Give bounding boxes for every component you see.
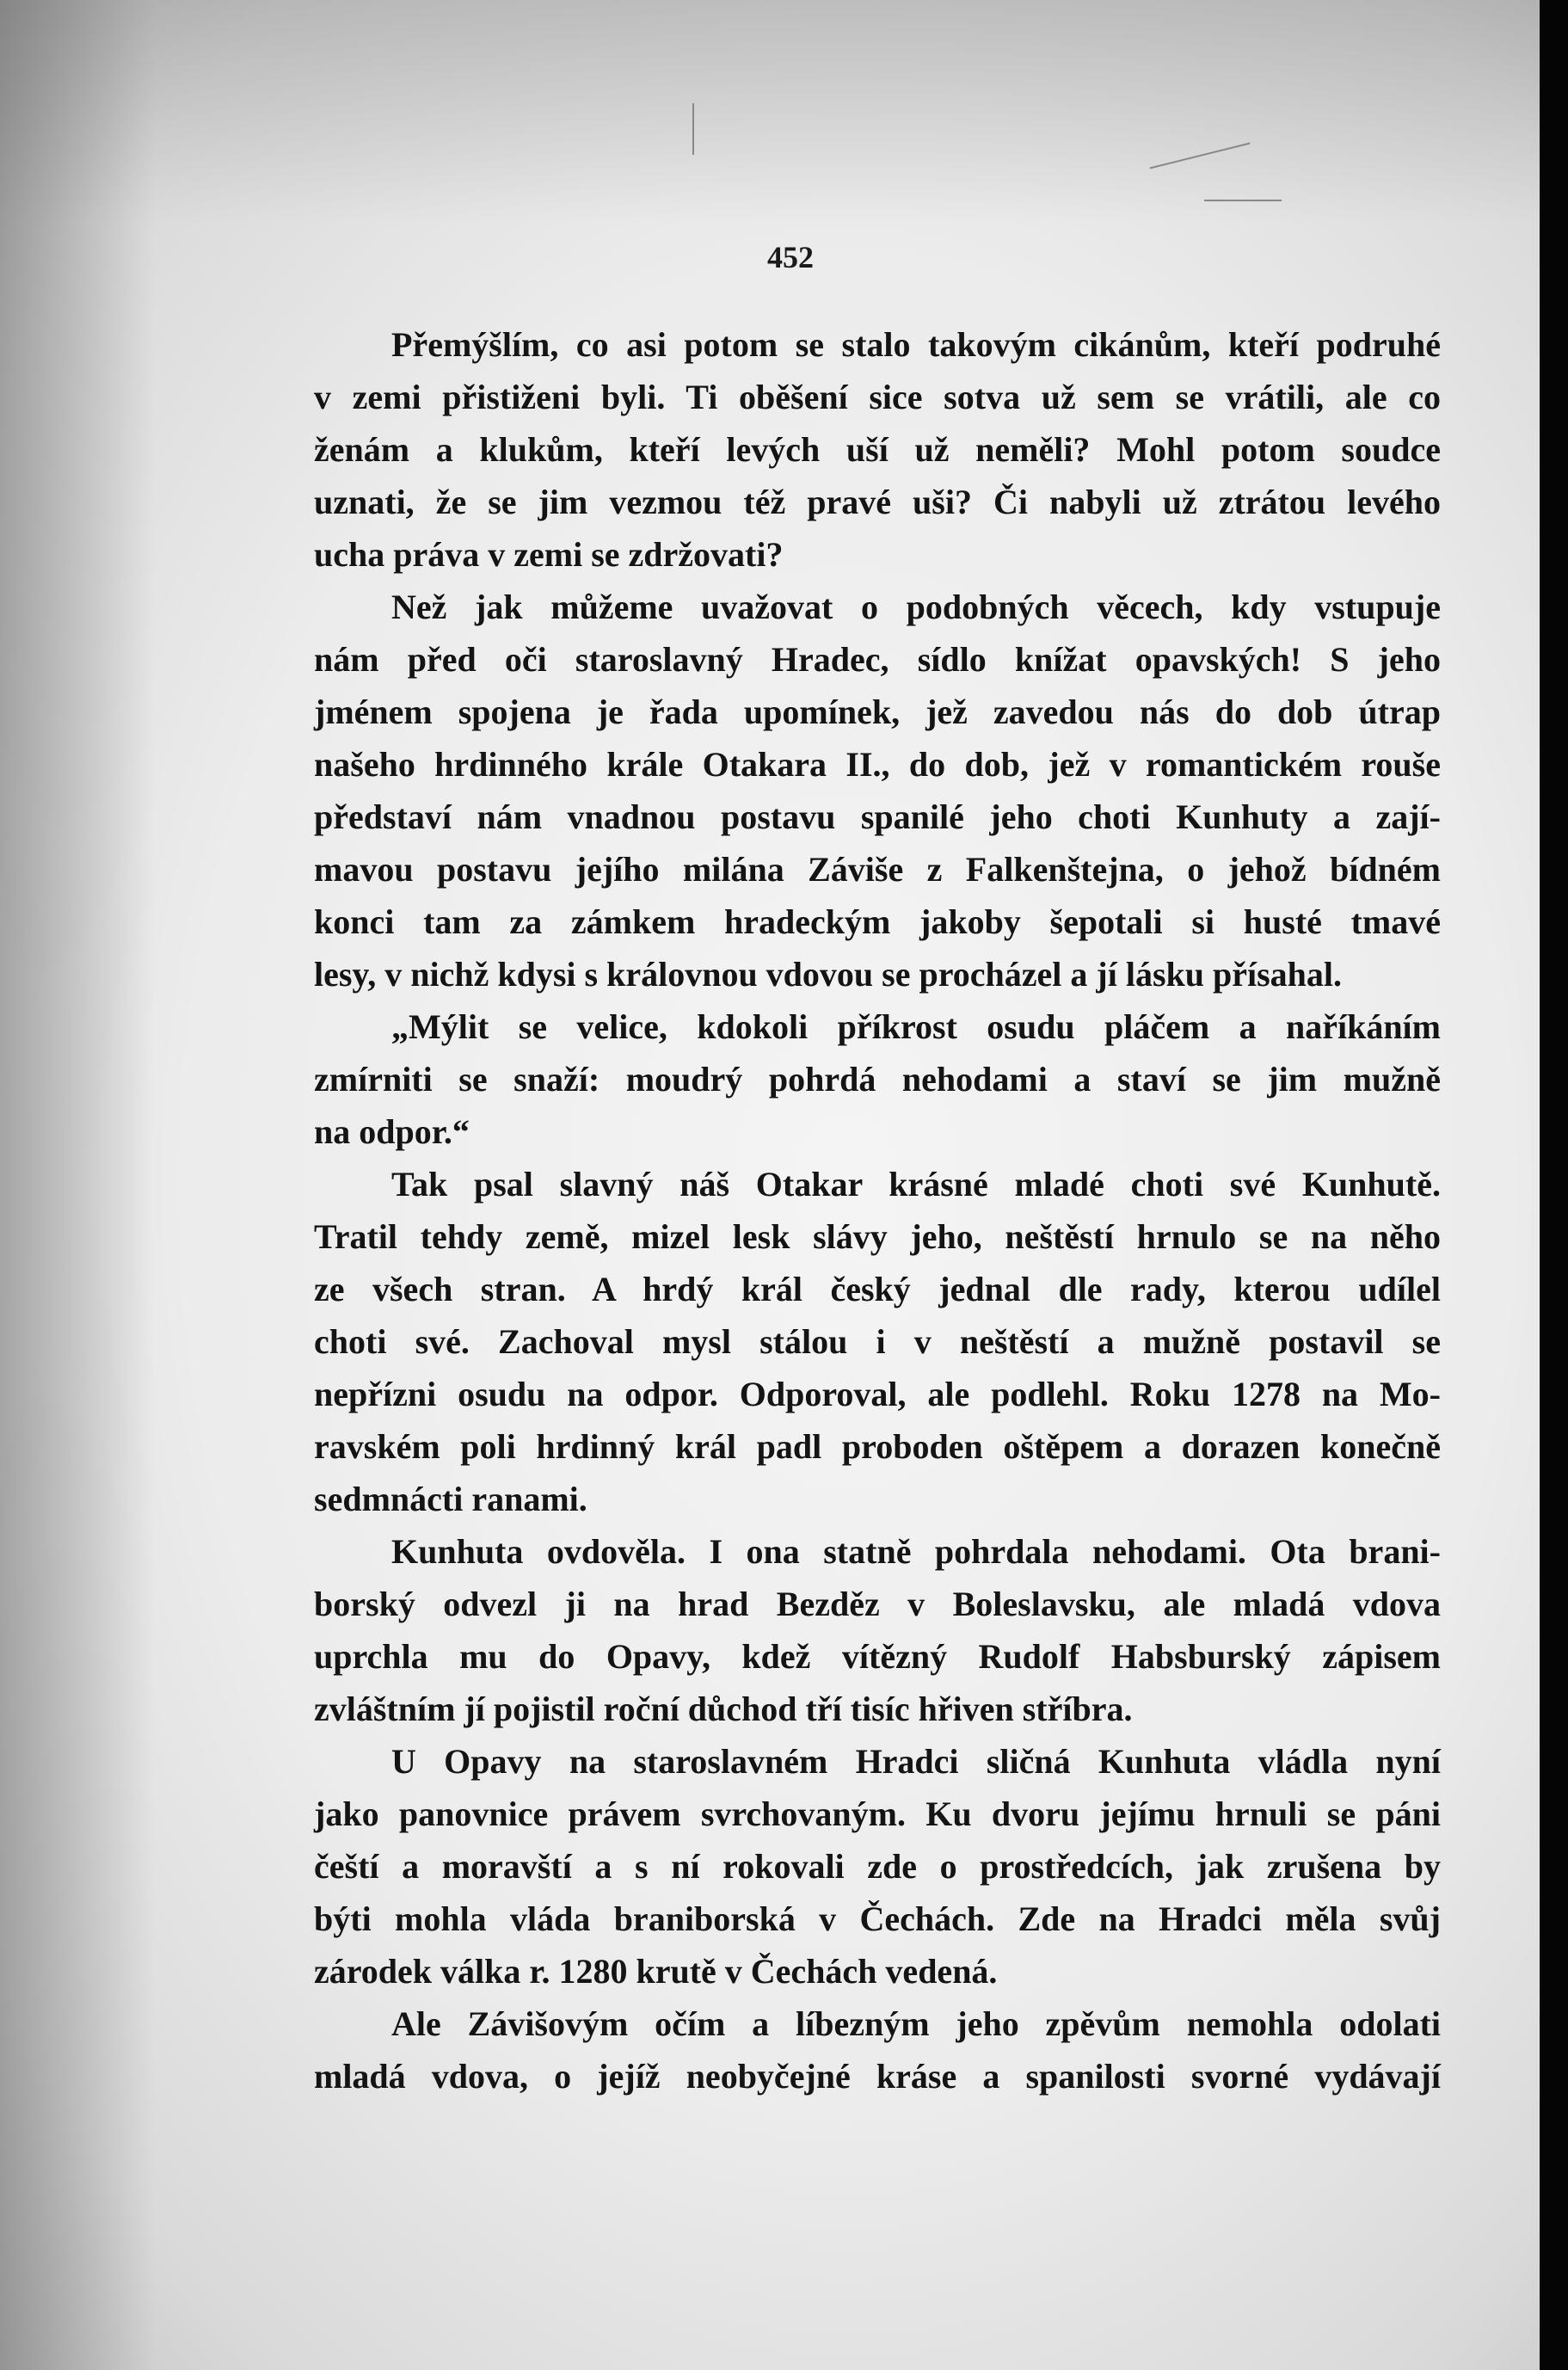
text-line: uznati, že se jim vezmou též pravé uši? Či nabyli už ztrátou levého xyxy=(314,483,1441,521)
text-line: ze všech stran. A hrdý král český jednal dle rady, kterou udílel xyxy=(314,1270,1441,1308)
paragraph xyxy=(314,1158,1441,1525)
paragraph xyxy=(314,1525,1441,1735)
scan-border xyxy=(1540,0,1568,2370)
page-number: 452 xyxy=(767,240,814,274)
text-line: mavou postavu jejího milána Záviše z Falkenštejna, o jehož bídném xyxy=(314,850,1441,889)
paragraph xyxy=(314,318,1441,581)
paragraph xyxy=(314,1735,1441,1998)
text-line: uprchla mu do Opavy, kdež vítězný Rudolf Habsburský zápisem xyxy=(314,1637,1441,1676)
paragraph xyxy=(314,1998,1441,2102)
text-line: zvláštním jí pojistil roční důchod tří tisíc hřiven stříbra. xyxy=(314,1690,1133,1728)
text-line: Tratil tehdy země, mizel lesk slávy jeho, neštěstí hrnulo se na něho xyxy=(314,1217,1441,1256)
text-line: Ale Závišovým očím a líbezným jeho zpěvům nemohla odolati xyxy=(391,2004,1441,2043)
text-line: představí nám vnadnou postavu spanilé jeho choti Kunhuty a zají- xyxy=(314,797,1441,836)
text-line: čeští a moravští a s ní rokovali zde o prostředcích, jak zrušena by xyxy=(314,1847,1441,1886)
text-line: borský odvezl ji na hrad Bezděz v Boleslavsku, ale mladá vdova xyxy=(314,1585,1441,1623)
text-line: ženám a klukům, kteří levých uší už neměli? Mohl potom soudce xyxy=(314,430,1441,469)
text-line: mladá vdova, o jejíž neobyčejné kráse a spanilosti svorné vydávají xyxy=(314,2057,1441,2096)
text-line: konci tam za zámkem hradeckým jakoby šepotali si husté tmavé xyxy=(314,902,1441,941)
scan-mark xyxy=(1204,200,1282,201)
paragraph xyxy=(314,1000,1441,1158)
text-line: našeho hrdinného krále Otakara II., do dob, jež v romantickém rouše xyxy=(314,745,1441,784)
paragraph xyxy=(314,581,1441,1000)
text-line: nepřízni osudu na odpor. Odporoval, ale podlehl. Roku 1278 na Mo- xyxy=(314,1375,1441,1413)
top-shadow xyxy=(0,0,1540,224)
text-line: jménem spojena je řada upomínek, jež zavedou nás do dob útrap xyxy=(314,693,1441,731)
text-line: ravském poli hrdinný král padl proboden oštěpem a dorazen konečně xyxy=(314,1427,1441,1466)
text-line: zmírniti se snaží: moudrý pohrdá nehodami a staví se jim mužně xyxy=(314,1060,1441,1099)
scan-mark xyxy=(692,103,694,155)
text-line: choti své. Zachoval mysl stálou i v neštěstí a mužně postavil se xyxy=(314,1322,1441,1361)
text-line: nám před oči staroslavný Hradec, sídlo knížat opavských! S jeho xyxy=(314,640,1441,679)
text-line: jako panovnice právem svrchovaným. Ku dvoru jejímu hrnuli se páni xyxy=(314,1794,1441,1833)
text-line: U Opavy na staroslavném Hradci sličná Kunhuta vládla nyní xyxy=(391,1742,1441,1781)
spine-shadow xyxy=(0,0,155,2370)
text-line: býti mohla vláda braniborská v Čechách. Zde na Hradci měla svůj xyxy=(314,1899,1441,1938)
text-line: lesy, v nichž kdysi s královnou vdovou se procházel a jí lásku přísahal. xyxy=(314,955,1343,994)
text-line: v zemi přistiženi byli. Ti oběšení sice sotva už sem se vrátili, ale co xyxy=(314,378,1441,416)
text-line: na odpor.“ xyxy=(314,1112,470,1151)
text-line: zárodek válka r. 1280 krutě v Čechách vedená. xyxy=(314,1952,998,1991)
text-line: Než jak můžeme uvažovat o podobných věcech, kdy vstupuje xyxy=(391,588,1441,626)
text-line: ucha práva v zemi se zdržovati? xyxy=(314,535,784,574)
text-line: Tak psal slavný náš Otakar krásné mladé choti své Kunhutě. xyxy=(391,1165,1441,1203)
text-line: „Mýlit se velice, kdokoli příkrost osudu pláčem a naříkáním xyxy=(391,1007,1441,1046)
text-line: Kunhuta ovdověla. I ona statně pohrdala nehodami. Ota brani- xyxy=(391,1532,1441,1571)
body-text xyxy=(314,318,1441,2102)
text-line: sedmnácti ranami. xyxy=(314,1480,587,1518)
text-line: Přemýšlím, co asi potom se stalo takovým cikánům, kteří podruhé xyxy=(391,325,1441,364)
